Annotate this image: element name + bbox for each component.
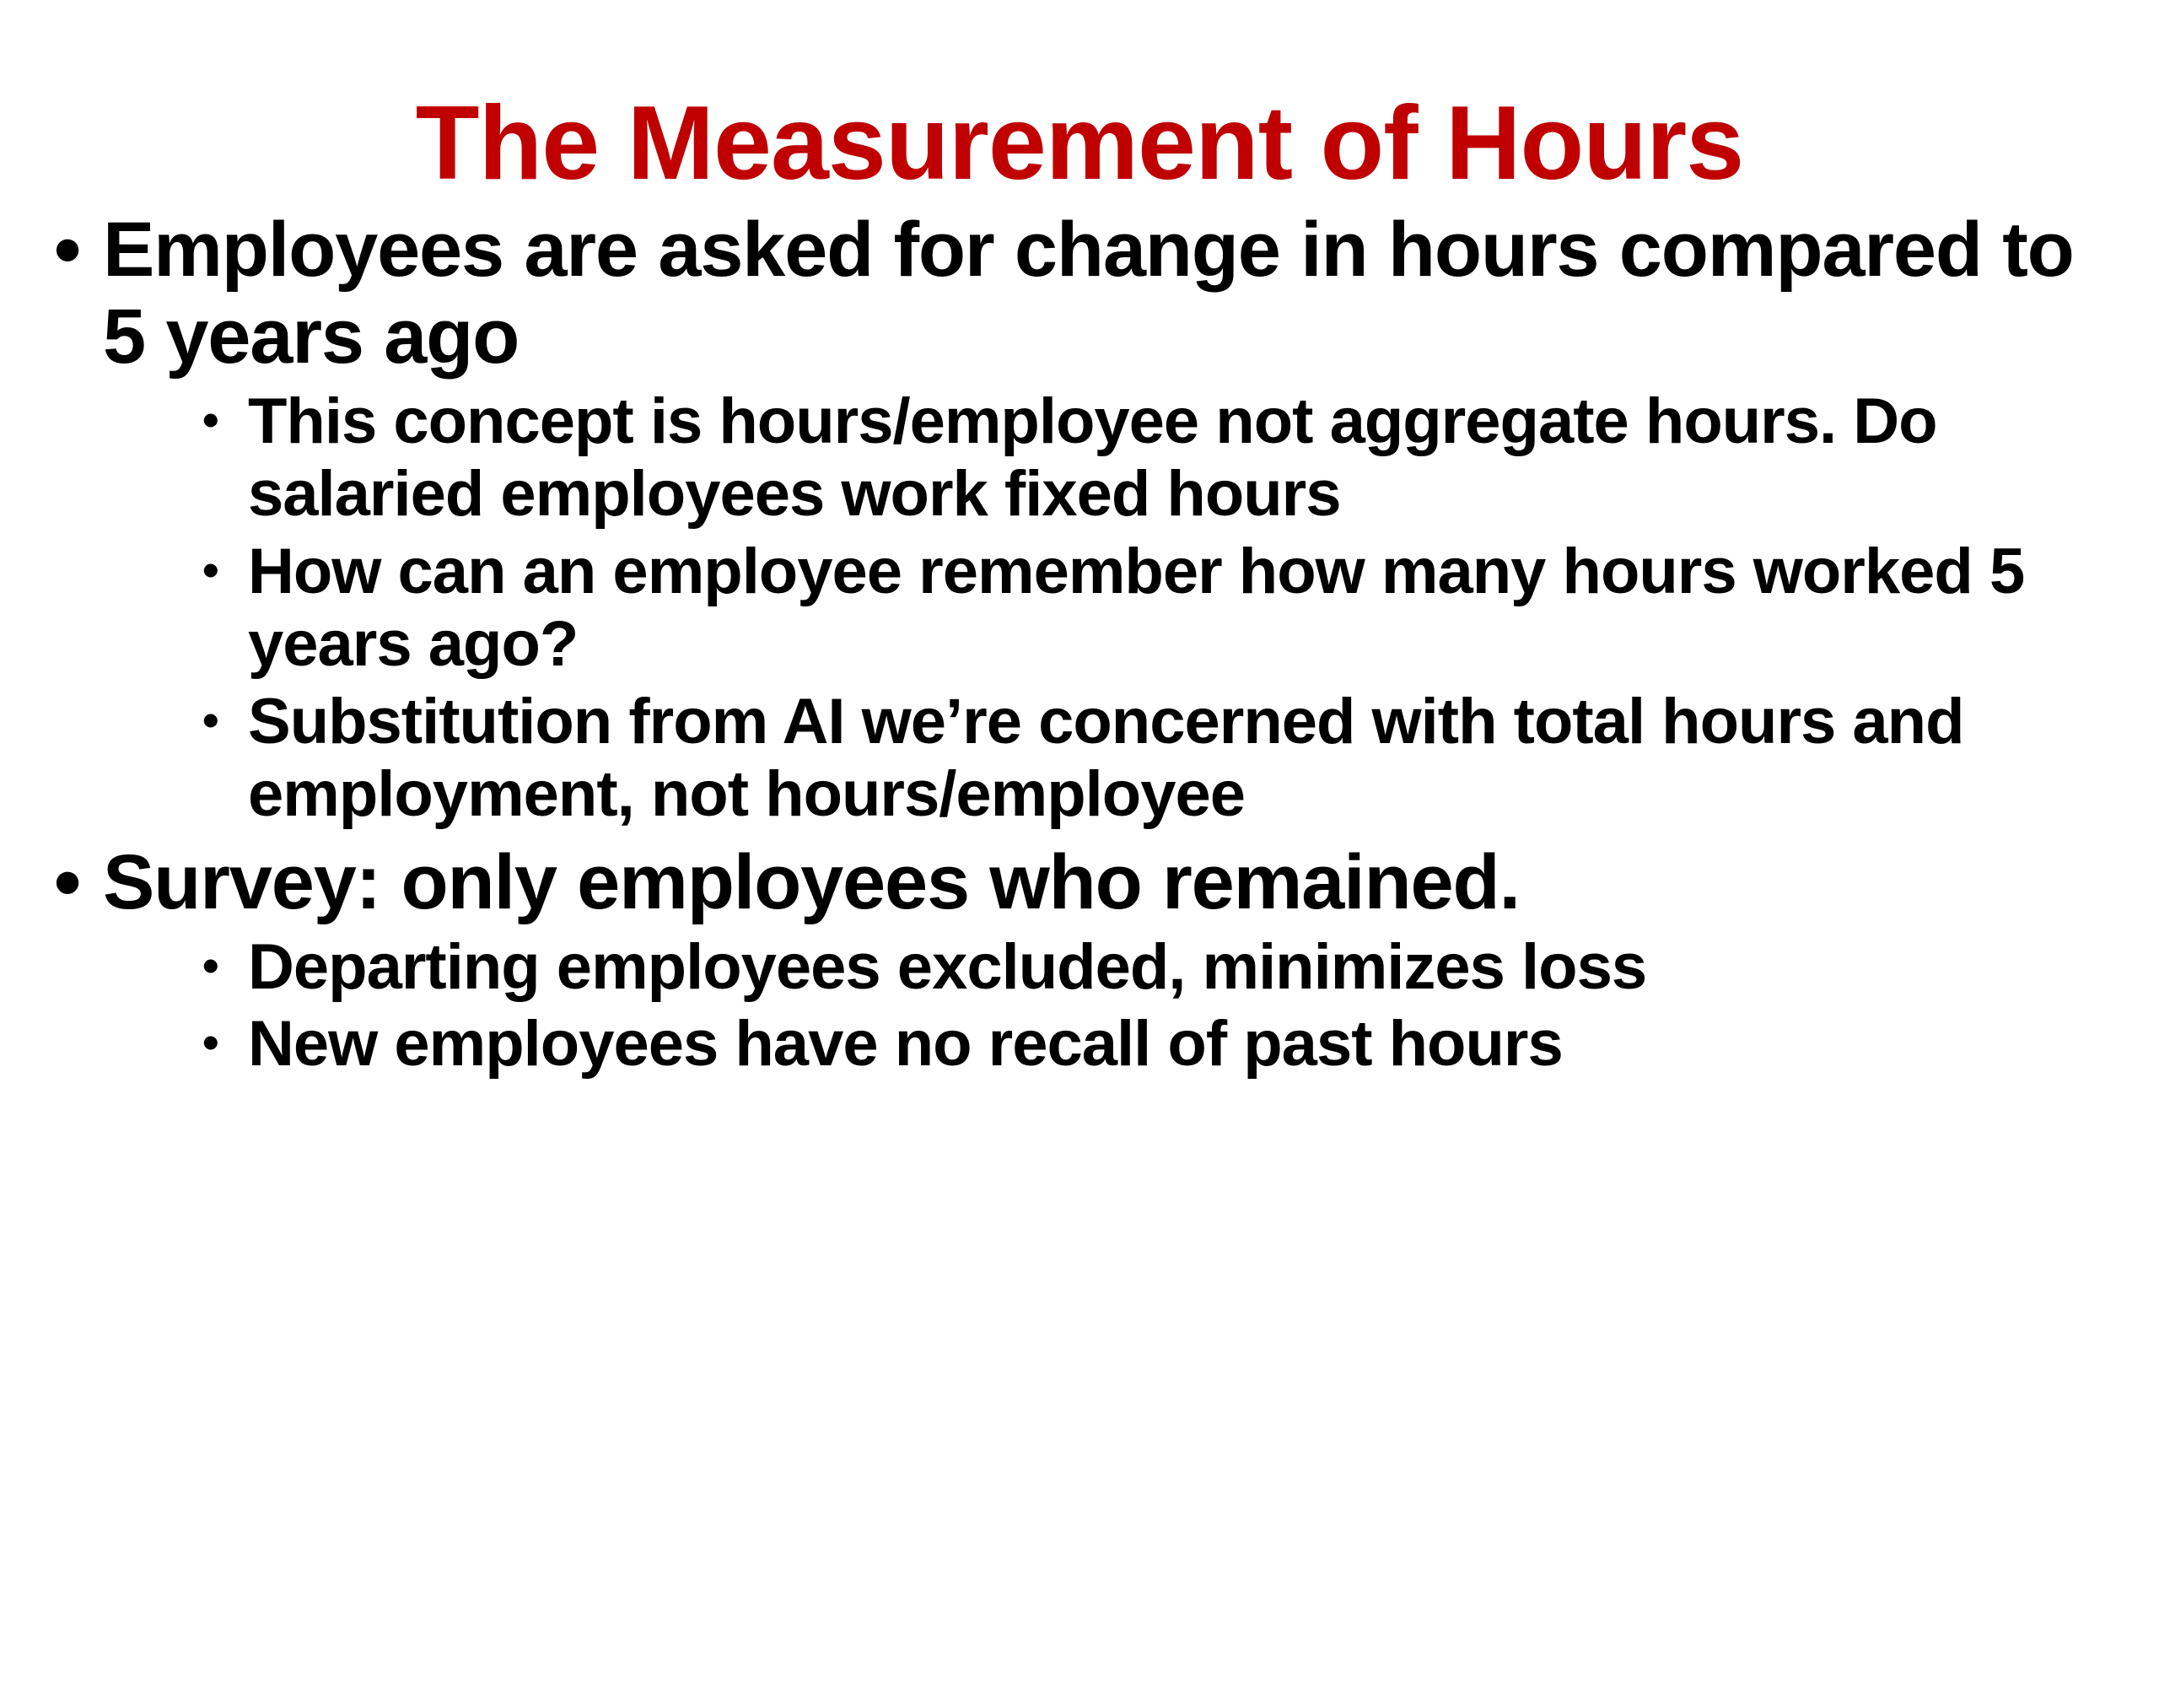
slide-canvas bbox=[0, 85, 2159, 1708]
list-item-level2 bbox=[196, 931, 2108, 1004]
bullet-icon: • bbox=[54, 838, 81, 925]
bullet-icon: • bbox=[202, 692, 218, 746]
list-item-level2-text: Substitution from AI we’re concerned with total hours and employment, not hours/employee bbox=[248, 685, 1964, 830]
bullet-icon: • bbox=[54, 207, 81, 294]
list-item-level2-text: New employees have no recall of past hours bbox=[248, 1008, 1563, 1080]
slide-body-list bbox=[0, 207, 2159, 1080]
sub-list-2 bbox=[103, 931, 2108, 1081]
list-item-level1 bbox=[42, 207, 2108, 830]
list-item-level2 bbox=[196, 385, 2108, 531]
list-item-level2 bbox=[196, 1008, 2108, 1080]
page-title: The Measurement of Hours bbox=[415, 85, 1744, 202]
bullet-icon: • bbox=[202, 1016, 218, 1070]
bullet-icon: • bbox=[202, 543, 218, 596]
list-item-level1 bbox=[42, 839, 2108, 1081]
list-item-level1-text: Survey: only employees who remained. bbox=[103, 838, 1520, 925]
list-item-level2-text: How can an employee remember how many hours worked 5 years ago? bbox=[248, 536, 2025, 680]
list-item-level2-text: Departing employees excluded, minimizes loss bbox=[248, 930, 1647, 1003]
list-item-level2 bbox=[196, 686, 2108, 831]
sub-list-1 bbox=[103, 385, 2108, 830]
list-item-level2 bbox=[196, 536, 2108, 681]
list-item-level1-text: Employees are asked for change in hours compared to 5 years ago bbox=[103, 207, 2074, 380]
bullet-icon: • bbox=[202, 393, 218, 447]
bullet-icon: • bbox=[202, 938, 218, 992]
list-item-level2-text: This concept is hours/employee not aggregate hours. Do salaried employees work fixed hours bbox=[248, 385, 1937, 531]
